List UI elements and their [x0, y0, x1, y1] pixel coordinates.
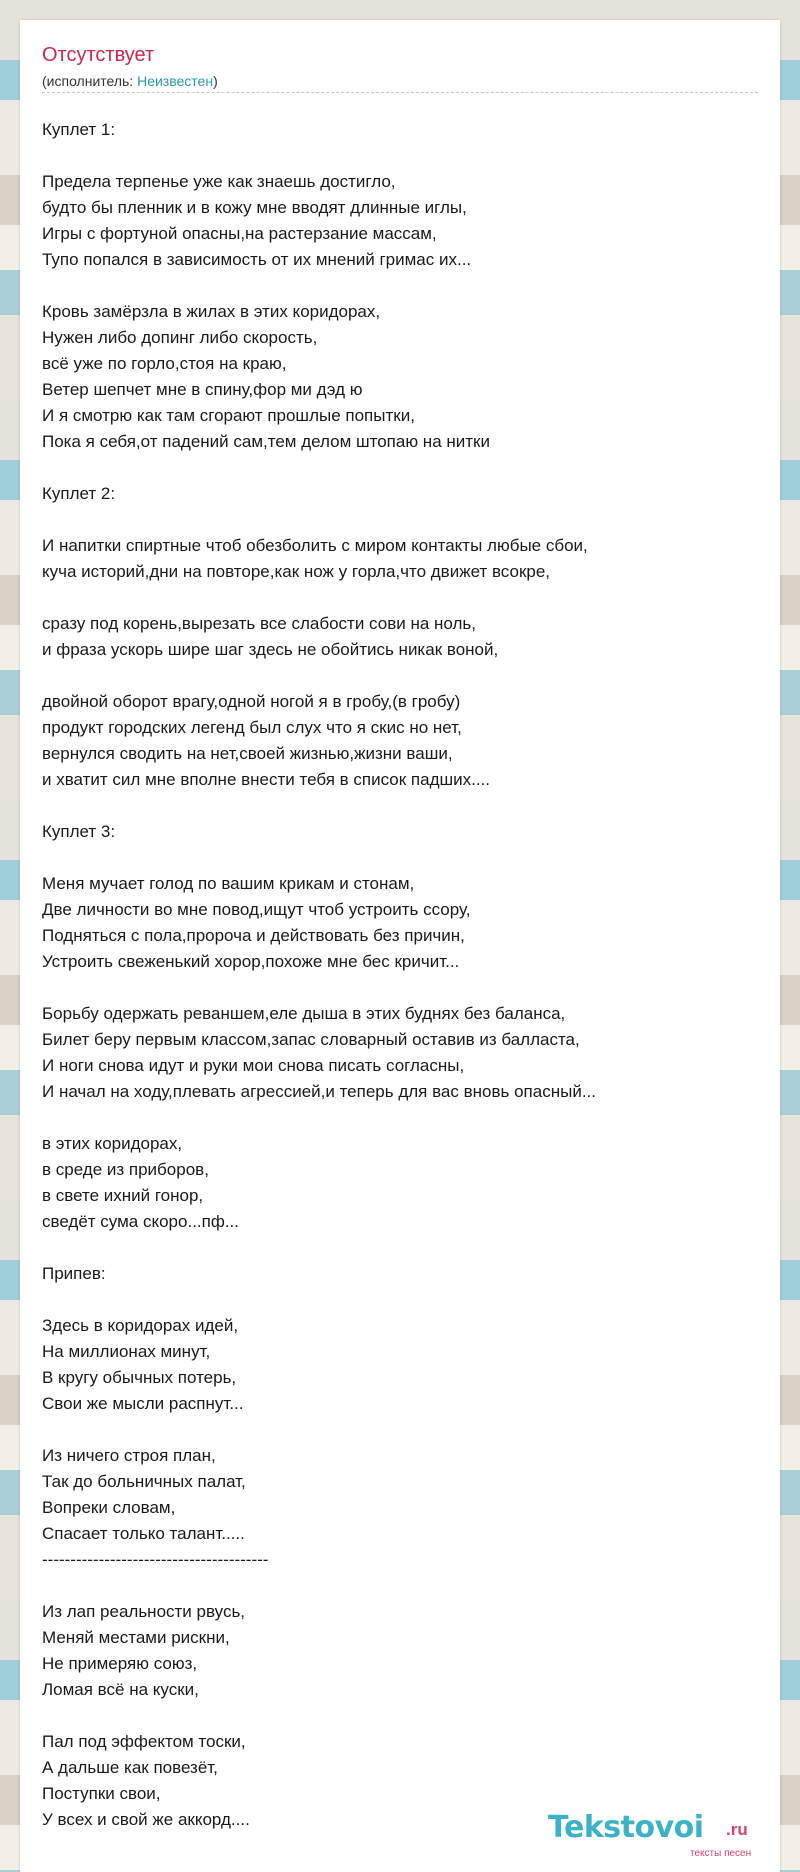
lyric-line: Из лап реальности рвусь,: [42, 1602, 246, 1621]
lyric-line: [42, 1287, 762, 1313]
lyric-line: Меняй местами рискни,: [42, 1628, 230, 1647]
logo-tld: .ru: [726, 1820, 748, 1839]
lyric-line: Куплет 3:: [42, 822, 116, 841]
lyric-line: Устроить свеженький хорор,похоже мне бес кричит...: [42, 952, 460, 971]
lyric-line: В кругу обычных потерь,: [42, 1368, 237, 1387]
artist-prefix: (исполнитель:: [42, 73, 138, 89]
lyric-line: [42, 1235, 762, 1261]
lyric-line: [42, 793, 762, 819]
lyric-line: [42, 273, 762, 299]
lyric-line: в этих коридорах,: [42, 1134, 183, 1153]
lyric-line: Игры с фортуной опасны,на растерзание массам,: [42, 224, 437, 243]
lyric-line: И напитки спиртные чтоб обезболить с миром контакты любые сбои,: [42, 536, 588, 555]
lyric-line: [42, 1703, 762, 1729]
lyric-line: Из ничего строя план,: [42, 1446, 216, 1465]
lyric-line: сразу под корень,вырезать все слабости сови на ноль,: [42, 614, 476, 633]
lyric-line: И ноги снова идут и руки мои снова писать согласны,: [42, 1056, 465, 1075]
lyric-line: Нужен либо допинг либо скорость,: [42, 328, 318, 347]
lyric-line: и хватит сил мне вполне внести тебя в список падших....: [42, 770, 491, 789]
lyric-line: [42, 1105, 762, 1131]
lyric-line: [42, 845, 762, 871]
lyric-line: Пал под эффектом тоски,: [42, 1732, 246, 1751]
lyric-line: будто бы пленник и в кожу мне вводят длинные иглы,: [42, 198, 467, 217]
lyric-line: [42, 507, 762, 533]
lyric-line: И начал на ходу,плевать агрессией,и теперь для вас вновь опасный...: [42, 1082, 596, 1101]
lyric-line: Вопреки словам,: [42, 1498, 176, 1517]
lyric-line: [42, 585, 762, 611]
lyric-line: всё уже по горло,стоя на краю,: [42, 354, 287, 373]
lyric-line: [42, 143, 762, 169]
lyric-line: Ветер шепчет мне в спину,фор ми дэд ю: [42, 380, 363, 399]
artist-link[interactable]: Неизвестен: [137, 73, 214, 89]
lyric-line: Свои же мысли распнут...: [42, 1394, 244, 1413]
lyric-line: и фраза ускорь шире шаг здесь не обойтись никак воной,: [42, 640, 499, 659]
lyric-line: Подняться с пола,пророча и действовать без причин,: [42, 926, 465, 945]
title-divider: [42, 92, 758, 93]
lyric-line: ----------------------------------------: [42, 1550, 269, 1569]
lyric-line: вернулся сводить на нет,своей жизнью,жизни ваши,: [42, 744, 453, 763]
lyric-line: Здесь в коридорах идей,: [42, 1316, 239, 1335]
lyric-line: сведёт сума скоро...пф...: [42, 1212, 240, 1231]
lyrics-card: [20, 20, 780, 1872]
lyric-line: Предела терпенье уже как знаешь достигло,: [42, 172, 396, 191]
lyric-line: Билет беру первым классом,запас словарный оставив из балласта,: [42, 1030, 580, 1049]
lyric-line: Так до больничных палат,: [42, 1472, 246, 1491]
lyric-line: Припев:: [42, 1264, 106, 1283]
lyric-line: А дальше как повезёт,: [42, 1758, 218, 1777]
logo-tagline: тексты песен: [690, 1848, 752, 1859]
lyric-line: Пока я себя,от падений сам,тем делом штопаю на нитки: [42, 432, 490, 451]
lyric-line: Кровь замёрзла в жилах в этих коридорах,: [42, 302, 381, 321]
lyric-line: Ломая всё на куски,: [42, 1680, 199, 1699]
lyric-line: [42, 975, 762, 1001]
logo-text: Tekstovoi: [548, 1810, 704, 1845]
lyric-line: Не примеряю союз,: [42, 1654, 198, 1673]
lyric-line: Меня мучает голод по вашим крикам и стонам,: [42, 874, 415, 893]
lyric-line: Спасает только талант.....: [42, 1524, 245, 1543]
artist-suffix: ): [213, 73, 218, 89]
lyric-line: Куплет 1:: [42, 120, 116, 139]
lyric-line: У всех и свой же аккорд....: [42, 1810, 250, 1829]
lyric-line: Борьбу одержать реваншем,еле дыша в этих буднях без баланса,: [42, 1004, 566, 1023]
lyric-line: Поступки свои,: [42, 1784, 161, 1803]
lyric-line: [42, 1417, 762, 1443]
lyric-line: Две личности во мне повод,ищут чтоб устроить ссору,: [42, 900, 471, 919]
lyric-line: Тупо попался в зависимость от их мнений гримас их...: [42, 250, 472, 269]
lyric-line: На миллионах минут,: [42, 1342, 211, 1361]
lyric-line: Куплет 2:: [42, 484, 116, 503]
lyric-line: в среде из приборов,: [42, 1160, 209, 1179]
lyric-line: куча историй,дни на повторе,как нож у горла,что движет всокре,: [42, 562, 551, 581]
lyric-line: в свете ихний гонор,: [42, 1186, 204, 1205]
lyric-line: [42, 1573, 762, 1599]
lyric-line: [42, 663, 762, 689]
lyric-line: двойной оборот врагу,одной ногой я в гробу,(в гробу): [42, 692, 461, 711]
song-title: Отсутствует: [42, 44, 155, 66]
lyric-line: [42, 455, 762, 481]
lyric-line: продукт городских легенд был слух что я скис но нет,: [42, 718, 462, 737]
site-logo[interactable]: [548, 1810, 758, 1860]
lyrics-text: [42, 117, 762, 1833]
artist-line: [42, 73, 218, 89]
lyric-line: И я смотрю как там сгорают прошлые попытки,: [42, 406, 415, 425]
